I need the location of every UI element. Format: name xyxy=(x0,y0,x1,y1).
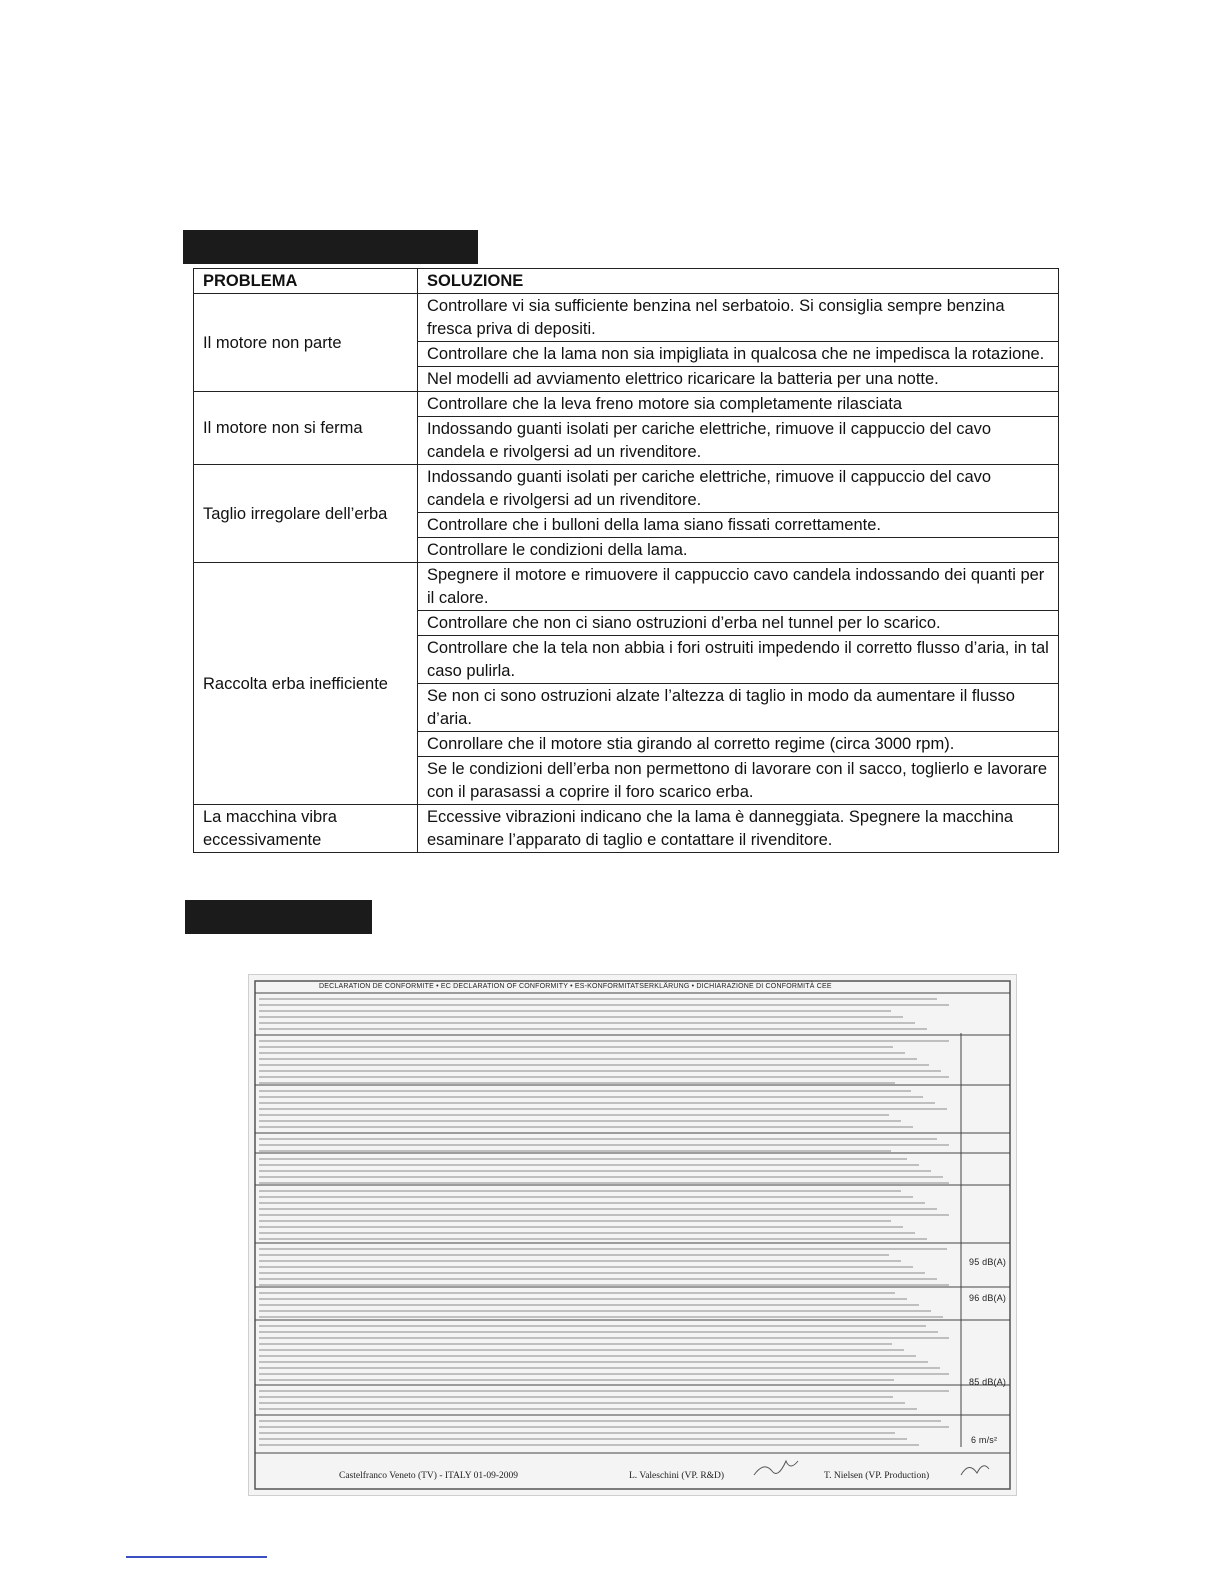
declaration-scan-graphic xyxy=(249,975,1016,1495)
declaration-signatory-2: T. Nielsen (VP. Production) xyxy=(824,1471,930,1481)
solution-cell: Conrollare che il motore stia girando al corretto regime (circa 3000 rpm). xyxy=(418,732,1059,757)
solution-cell: Controllare che non ci siano ostruzioni d’erba nel tunnel per lo scarico. xyxy=(418,611,1059,636)
solution-cell: Controllare che la lama non sia impigliata in qualcosa che ne impedisca la rotazione. xyxy=(418,342,1059,367)
solution-column-header: SOLUZIONE xyxy=(418,269,1059,294)
footer-link-line xyxy=(126,1556,267,1558)
noise-value-2: 96 dB(A) xyxy=(969,1293,1007,1303)
table-row xyxy=(194,392,1059,417)
section-header-bar xyxy=(185,900,372,934)
solution-cell: Controllare le condizioni della lama. xyxy=(418,538,1059,563)
problem-cell: Raccolta erba inefficiente xyxy=(194,563,418,805)
problem-column-header: PROBLEMA xyxy=(194,269,418,294)
solution-cell: Se non ci sono ostruzioni alzate l’altezza di taglio in modo da aumentare il flusso d’aria. xyxy=(418,684,1059,732)
declaration-title: DECLARATION DE CONFORMITE • EC DECLARATION OF CONFORMITY • ES-KONFORMITATSERKLÄRUNG • DICHIARAZIONE DI CONFORMITÀ CEE xyxy=(319,983,832,990)
table-header-row xyxy=(194,269,1059,294)
solution-cell: Eccessive vibrazioni indicano che la lama è danneggiata. Spegnere la macchina esaminare l’apparato di taglio e contattare il rivenditore. xyxy=(418,805,1059,853)
problem-cell: Taglio irregolare dell’erba xyxy=(194,465,418,563)
declaration-of-conformity-image xyxy=(248,974,1017,1496)
table-row xyxy=(194,563,1059,611)
problem-cell: La macchina vibra eccessivamente xyxy=(194,805,418,853)
solution-cell: Controllare che la leva freno motore sia completamente rilasciata xyxy=(418,392,1059,417)
solution-cell: Controllare che la tela non abbia i fori ostruiti impedendo il corretto flusso d’aria, in tal caso pulirla. xyxy=(418,636,1059,684)
noise-value-3: 85 dB(A) xyxy=(969,1377,1007,1387)
solution-cell: Controllare vi sia sufficiente benzina nel serbatoio. Si consiglia sempre benzina fresca priva di depositi. xyxy=(418,294,1059,342)
solution-cell: Nel modelli ad avviamento elettrico ricaricare la batteria per una notte. xyxy=(418,367,1059,392)
table-row xyxy=(194,294,1059,342)
solution-cell: Indossando guanti isolati per cariche elettriche, rimuove il cappuccio del cavo candela e rivolgersi ad un rivenditore. xyxy=(418,417,1059,465)
solution-cell: Indossando guanti isolati per cariche elettriche, rimuove il cappuccio del cavo candela e rivolgersi ad un rivenditore. xyxy=(418,465,1059,513)
troubleshooting-table xyxy=(193,268,1059,853)
declaration-place-date: Castelfranco Veneto (TV) - ITALY 01-09-2009 xyxy=(339,1471,518,1481)
vibration-value: 6 m/s² xyxy=(971,1435,998,1445)
table-row xyxy=(194,465,1059,513)
solution-cell: Se le condizioni dell’erba non permettono di lavorare con il sacco, toglierlo e lavorare con il parasassi a coprire il foro scarico erba. xyxy=(418,757,1059,805)
solution-cell: Spegnere il motore e rimuovere il cappuccio cavo candela indossando dei quanti per il calore. xyxy=(418,563,1059,611)
problem-cell: Il motore non parte xyxy=(194,294,418,392)
problem-cell: Il motore non si ferma xyxy=(194,392,418,465)
noise-value-1: 95 dB(A) xyxy=(969,1257,1007,1267)
declaration-signatory-1: L. Valeschini (VP. R&D) xyxy=(629,1471,725,1481)
table-row xyxy=(194,805,1059,853)
solution-cell: Controllare che i bulloni della lama siano fissati correttamente. xyxy=(418,513,1059,538)
section-header-bar xyxy=(183,230,478,264)
